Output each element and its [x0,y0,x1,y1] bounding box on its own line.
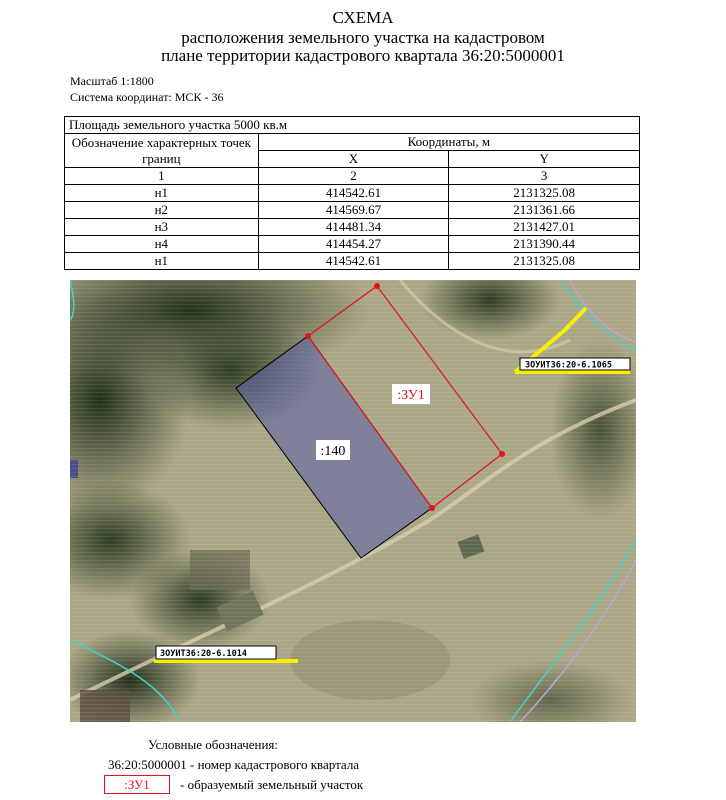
col-number: 3 [449,168,640,185]
x-cell: 414569.67 [258,202,449,219]
boundary-point-n2 [374,283,380,289]
legend-parcel-box: :ЗУ1 [104,775,170,794]
x-header: X [258,151,449,168]
x-cell: 414542.61 [258,253,449,270]
coords-header: Координаты, м [258,134,639,151]
y-cell: 2131390.44 [449,236,640,253]
zone-label-1: ЗОУИТ36:20-6.1065 [525,360,612,371]
neighbor-label: :140 [320,444,346,459]
boundary-point-n4 [429,505,435,511]
doc-subtitle-line2: плане территории кадастрового квартала 36:20:5000001 [161,46,565,65]
coord-system-text: Система координат: МСК - 36 [70,90,224,104]
points-header: Обозначение характерных точек границ [65,134,259,168]
y-cell: 2131427.01 [449,219,640,236]
y-cell: 2131325.08 [449,185,640,202]
x-cell: 414481.34 [258,219,449,236]
boundary-point-n1 [305,333,311,339]
scale-text: Масштаб 1:1800 [70,74,154,88]
legend-quarter-row [108,757,359,773]
y-cell: 2131325.08 [449,253,640,270]
point-cell: н3 [65,219,259,236]
legend-parcel-desc: - образуемый земельный участок [180,777,364,792]
zone-label-2: ЗОУИТ36:20-6.1014 [160,649,247,659]
doc-subtitle-line1: расположения земельного участка на кадастровом [181,28,545,47]
point-cell: н4 [65,236,259,253]
area-cell: Площадь земельного участка 5000 кв.м [65,117,640,134]
table-row [65,202,640,219]
cadastral-map [70,280,636,722]
coordinates-table [64,116,640,270]
x-cell: 414542.61 [258,185,449,202]
table-row [65,253,640,270]
doc-title: СХЕМА [332,8,394,27]
col-number: 1 [65,168,259,185]
parcel-label: :ЗУ1 [397,388,425,403]
table-row [65,185,640,202]
point-cell: н1 [65,253,259,270]
legend-heading: Условные обозначения: [148,737,279,752]
col-number: 2 [258,168,449,185]
y-cell: 2131361.66 [449,202,640,219]
y-header: Y [449,151,640,168]
legend-quarter-code: 36:20:5000001 [108,757,187,772]
legend-quarter-desc: - номер кадастрового квартала [186,757,360,772]
point-cell: н1 [65,185,259,202]
point-cell: н2 [65,202,259,219]
x-cell: 414454.27 [258,236,449,253]
table-row [65,236,640,253]
boundary-point-n3 [499,451,505,457]
map-canvas [70,280,636,722]
table-row [65,219,640,236]
